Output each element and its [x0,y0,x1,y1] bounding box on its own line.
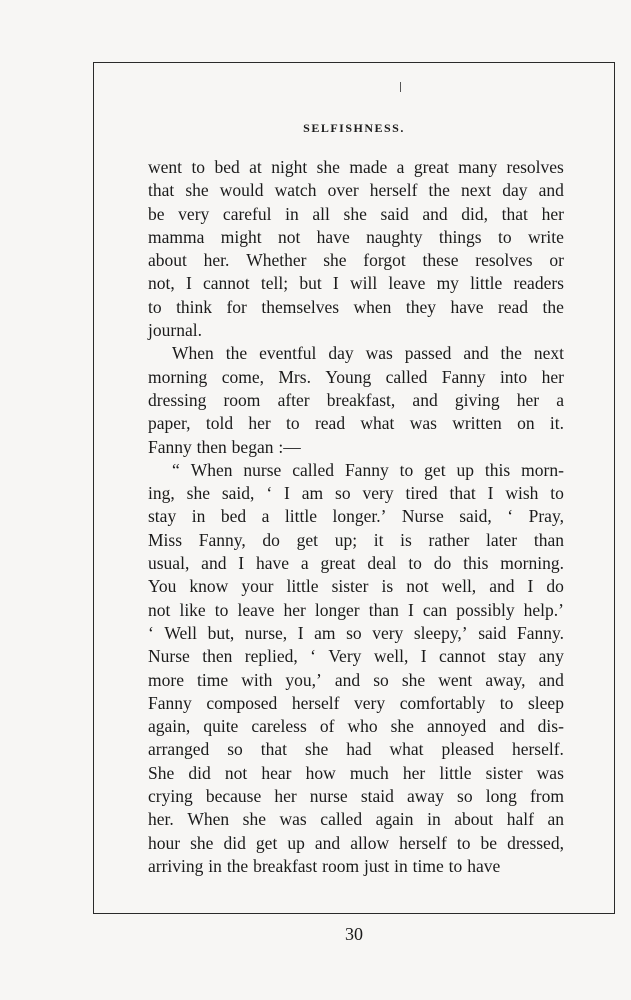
text-line: mamma might not have naughty things to write [148,226,564,247]
text-line: that she would watch over herself the next day and [148,180,564,201]
running-head: SELFISHNESS. [303,121,405,135]
text-line: ‘ Well but, nurse, I am so very sleepy,’ said Fanny. [148,622,564,643]
text-line: usual, and I have a great deal to do this morning. [148,553,564,574]
text-line: morning come, Mrs. Young called Fanny into her [148,366,564,387]
text-line: journal. [148,320,202,341]
text-line: again, quite careless of who she annoyed and dis- [148,716,564,737]
text-line: arriving in the breakfast room just in time to have [148,855,501,876]
text-line: not like to leave her longer than I can possibly help.’ [148,599,564,620]
text-line: went to bed at night she made a great many resolves [148,157,564,177]
text-line: “ When nurse called Fanny to get up this morn- [172,459,564,480]
page-number: 30 [345,924,363,944]
text-line: When the eventful day was passed and the next [172,343,564,364]
text-line: Nurse then replied, ‘ Very well, I cannot stay any [148,646,564,667]
text-line: Fanny composed herself very comfortably to sleep [148,692,564,713]
text-line: dressing room after breakfast, and giving her a [148,389,564,410]
text-line: arranged so that she had what pleased herself. [148,739,564,760]
text-line: stay in bed a little longer.’ Nurse said, ‘ Pray, [148,506,564,527]
text-line: be very careful in all she said and did, that her [148,203,564,224]
text-line: You know your little sister is not well, and I do [148,576,564,597]
text-line: ing, she said, ‘ I am so very tired that I wish to [148,483,564,504]
text-line: She did not hear how much her little sister was [148,762,564,783]
text-line: paper, told her to read what was written on it. [148,413,564,434]
text-line: Fanny then began :— [148,436,301,457]
text-line: more time with you,’ and so she went away, and [148,669,564,690]
text-line: crying because her nurse staid away so long from [148,786,564,807]
text-line: her. When she was called again in about half an [148,809,564,830]
text-line: not, I cannot tell; but I will leave my little readers [148,273,564,294]
body-text [148,156,564,878]
text-line: about her. Whether she forgot these resolves or [148,250,564,271]
printer-mark [400,82,401,92]
text-line: to think for themselves when they have read the [148,296,564,317]
text-line: Miss Fanny, do get up; it is rather later than [148,529,564,550]
text-line: hour she did get up and allow herself to be dressed, [148,832,564,853]
